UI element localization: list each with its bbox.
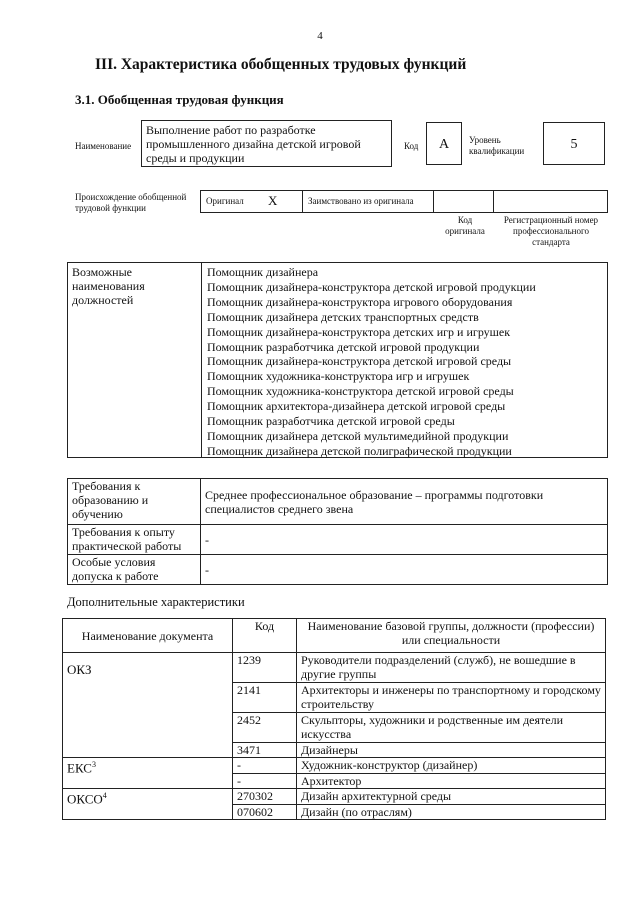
positions-label: Возможные наименования должностей xyxy=(72,265,145,307)
okz-code: 1239 xyxy=(233,653,297,683)
eks-label xyxy=(63,758,233,789)
name-label: Наименование xyxy=(75,141,132,151)
position-item: Помощник дизайнера-конструктора детской игровой продукции xyxy=(207,279,536,294)
position-item: Помощник художника-конструктора игр и игрушек xyxy=(207,369,470,384)
eks-name: Художник-конструктор (дизайнер) xyxy=(297,758,606,774)
section-title: III. Характеристика обобщенных трудовых функций xyxy=(95,56,467,73)
requirement-row xyxy=(68,525,608,555)
okz-name: Архитекторы и инженеры по транспортному и городскому строительству xyxy=(297,683,606,713)
origin-sep-4 xyxy=(607,190,608,213)
level-label: Уровень квалификации xyxy=(469,135,525,156)
requirement-row xyxy=(68,555,608,585)
origin-label: Происхождение обобщенной трудовой функции xyxy=(75,192,187,213)
requirements-table xyxy=(67,478,608,585)
function-name-value: Выполнение работ по разработке промышленного дизайна детской игровой среды и продукции xyxy=(146,123,361,165)
okso-name: Дизайн архитектурной среды xyxy=(297,789,606,805)
additional-title: Дополнительные характеристики xyxy=(67,595,245,609)
okz-name: Дизайнеры xyxy=(297,743,606,758)
requirement-label: Требования к образованию и обучению xyxy=(68,479,201,525)
okz-label: ОКЗ xyxy=(63,653,233,758)
code-label: Код xyxy=(404,141,419,151)
okz-code: 3471 xyxy=(233,743,297,758)
position-item: Помощник дизайнера-конструктора детских игр и игрушек xyxy=(207,324,511,339)
requirement-value: Среднее профессиональное образование – программы подготовки специалистов среднего звена xyxy=(201,479,608,525)
original-label: Оригинал xyxy=(206,196,244,206)
reg-number-label: Регистрационный номер профессионального стандарта xyxy=(503,215,599,247)
requirement-value: - xyxy=(201,555,608,585)
position-item: Помощник дизайнера-конструктора детской игровой среды xyxy=(207,354,512,369)
origin-sep-3 xyxy=(493,190,494,213)
eks-label-text: ЕКС xyxy=(67,760,92,776)
function-name-box xyxy=(141,120,392,167)
code-original-label: Код оригинала xyxy=(445,215,485,236)
position-item: Помощник дизайнера детской мультимедийной продукции xyxy=(207,428,509,443)
level-value-box xyxy=(543,122,605,165)
eks-code: - xyxy=(233,774,297,789)
okso-code: 270302 xyxy=(233,789,297,805)
origin-sep-1 xyxy=(302,190,303,213)
okz-name: Руководители подразделений (служб), не вошедшие в другие группы xyxy=(297,653,606,683)
eks-row xyxy=(63,758,606,774)
okso-code: 070602 xyxy=(233,805,297,820)
subsection-title: 3.1. Обобщенная трудовая функция xyxy=(75,92,284,107)
okso-row xyxy=(63,789,606,805)
okz-code: 2141 xyxy=(233,683,297,713)
okso-name: Дизайн (по отраслям) xyxy=(297,805,606,820)
position-item: Помощник дизайнера xyxy=(207,265,319,279)
code-value-box xyxy=(426,122,462,165)
position-item: Помощник дизайнера детских транспортных средств xyxy=(207,309,479,324)
code-value: A xyxy=(438,137,450,152)
requirement-row xyxy=(68,479,608,525)
requirement-label: Особые условия допуска к работе xyxy=(68,555,201,585)
okz-code: 2452 xyxy=(233,713,297,743)
okso-label-text: ОКСО xyxy=(67,791,103,807)
additional-table xyxy=(62,618,606,820)
level-value: 5 xyxy=(570,137,578,152)
header-code: Код xyxy=(233,619,297,653)
origin-line-bottom xyxy=(200,212,608,213)
eks-code: - xyxy=(233,758,297,774)
original-mark: X xyxy=(268,193,278,208)
origin-sep-2 xyxy=(433,190,434,213)
okso-label xyxy=(63,789,233,820)
position-item: Помощник дизайнера-конструктора игрового оборудования xyxy=(207,294,513,309)
header-name: Наименование базовой группы, должности (профессии) или специальности xyxy=(297,619,606,653)
positions-box xyxy=(67,262,608,458)
requirement-label: Требования к опыту практической работы xyxy=(68,525,201,555)
eks-name: Архитектор xyxy=(297,774,606,789)
borrowed-label: Заимствовано из оригинала xyxy=(308,196,414,206)
positions-list xyxy=(207,265,536,459)
position-item: Помощник архитектора-дизайнера детской игровой среды xyxy=(207,399,506,414)
position-item: Помощник разработчика детской игровой продукции xyxy=(207,339,480,354)
position-item: Помощник художника-конструктора детской игровой среды xyxy=(207,384,514,399)
positions-divider xyxy=(201,263,202,457)
requirement-value: - xyxy=(201,525,608,555)
header-row xyxy=(63,619,606,653)
origin-line-top xyxy=(200,190,608,191)
okso-footnote: 4 xyxy=(102,791,107,800)
page-number: 4 xyxy=(317,30,323,42)
header-doc: Наименование документа xyxy=(63,619,233,653)
eks-footnote: 3 xyxy=(91,760,96,769)
okz-name: Скульпторы, художники и родственные им деятели искусства xyxy=(297,713,606,743)
position-item: Помощник разработчика детской игровой среды xyxy=(207,414,455,429)
origin-sep-0 xyxy=(200,190,201,213)
position-item: Помощник дизайнера детской полиграфической продукции xyxy=(207,443,512,458)
okz-row xyxy=(63,653,606,683)
